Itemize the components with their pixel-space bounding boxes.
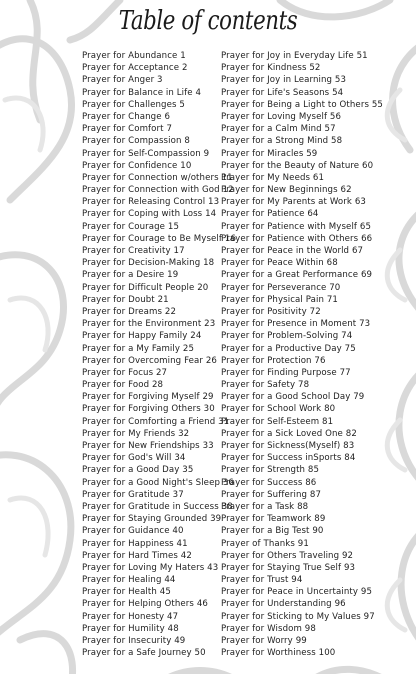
toc-entry: Prayer for Self-Compassion 9 (82, 148, 210, 159)
page-title: Table of contents (118, 6, 298, 36)
toc-entry: Prayer for Connection with God 12 (82, 185, 234, 196)
toc-entry: Prayer for Worthiness 100 (221, 648, 336, 659)
toc-entry: Prayer for Understanding 96 (221, 599, 346, 610)
toc-entry: Prayer for Insecurity 49 (82, 636, 186, 646)
toc-entry: Prayer for Joy in Learning 53 (221, 75, 347, 86)
toc-entry: Prayer for School Work 80 (221, 404, 336, 415)
toc-entry: Prayer for Releasing Control 13 (82, 197, 220, 208)
toc-entry: Prayer for a Good School Day 79 (221, 392, 365, 403)
toc-entry: Prayer for Trust 94 (221, 575, 303, 586)
toc-entry: Prayer for a Sick Loved One 82 (221, 428, 357, 439)
toc-entry: Prayer for a Calm Mind 57 (221, 124, 336, 135)
toc-entry: Prayer for Dreams 22 (82, 306, 177, 317)
toc-entry: Prayer for Loving My Haters 43 (82, 562, 219, 573)
toc-entry: Prayer for Courage 15 (82, 221, 180, 232)
toc-entry: Prayer for Helping Others 46 (82, 599, 208, 610)
toc-entry: Prayer for Success inSports 84 (221, 453, 356, 464)
toc-entry: Prayer for Decision-Making 18 (82, 258, 215, 269)
toc-entry: Prayer for Wisdom 98 (221, 623, 316, 634)
toc-entry: Prayer for Challenges 5 (82, 99, 185, 110)
toc-entry: Prayer for Abundance 1 (82, 51, 186, 61)
toc-entry: Prayer for Patience with Others 66 (221, 233, 373, 244)
toc-entry: Prayer for Focus 27 (82, 367, 168, 378)
toc-entry: Prayer for a Big Test 90 (221, 526, 324, 537)
toc-entry: Prayer for Kindness 52 (221, 63, 321, 74)
toc-entry: Prayer for Forgiving Others 30 (82, 404, 215, 415)
toc-entry: Prayer for My Needs 61 (221, 172, 325, 183)
toc-entry: Prayer for Peace in Uncertainty 95 (221, 587, 373, 598)
toc-entry: Prayer for a My Family 25 (82, 343, 195, 354)
toc-entry: Prayer for Strength 85 (221, 465, 320, 476)
toc-entry: Prayer for Peace in the World 67 (221, 246, 364, 256)
toc-entry: Prayer for Connection w/others 11 (82, 172, 233, 183)
toc-entry: Prayer for Gratitude in Success 38 (82, 501, 233, 512)
toc-entry: Prayer for Coping with Loss 14 (82, 209, 217, 220)
toc-entry: Prayer for Comforting a Friend 31 (82, 416, 230, 427)
toc-entry: Prayer for Food 28 (82, 380, 164, 391)
toc-entry: Prayer for a Task 88 (221, 501, 309, 512)
toc-entry: Prayer for Miracles 59 (221, 148, 318, 159)
toc-entry: Prayer for Creativity 17 (82, 246, 185, 256)
toc-entry: Prayer for Suffering 87 (221, 489, 322, 500)
toc-entry: Prayer for Change 6 (82, 111, 171, 122)
toc-entry: Prayer for New Friendships 33 (82, 441, 214, 451)
toc-entry: Prayer for the Environment 23 (82, 319, 216, 330)
toc-entry: Prayer for My Parents at Work 63 (221, 197, 366, 208)
toc-entry: Prayer for Problem-Solving 74 (221, 331, 353, 342)
toc-entry: Prayer for New Beginnings 62 (221, 185, 352, 196)
toc-entry: Prayer for a Productive Day 75 (221, 343, 356, 354)
toc-entry: Prayer for Safety 78 (221, 380, 310, 391)
toc-entry: Prayer for Balance in Life 4 (82, 87, 202, 98)
toc-entry: Prayer for a Good Day 35 (82, 465, 194, 476)
toc-entry: Prayer for Perseverance 70 (221, 282, 341, 293)
toc-entry: Prayer for Guidance 40 (82, 526, 184, 537)
toc-entry: Prayer for Difficult People 20 (82, 282, 209, 293)
toc-entry: Prayer of Thanks 91 (221, 538, 309, 549)
toc-entry: Prayer for Confidence 10 (82, 160, 192, 171)
toc-entry: Prayer for Sticking to My Values 97 (221, 611, 375, 622)
contents-list-left (82, 50, 237, 659)
toc-entry: Prayer for Life's Seasons 54 (221, 87, 344, 98)
toc-entry: Prayer for a Great Performance 69 (221, 270, 373, 281)
toc-entry: Prayer for Compassion 8 (82, 136, 190, 147)
toc-entry: Prayer for Worry 99 (221, 636, 307, 646)
toc-entry: Prayer for the Beauty of Nature 60 (221, 160, 374, 171)
toc-entry: Prayer for Protection 76 (221, 355, 326, 366)
toc-entry: Prayer for Loving Myself 56 (221, 111, 342, 122)
toc-entry: Prayer for a Good Night's Sleep 36 (82, 477, 234, 488)
toc-entry: Prayer for Success 86 (221, 477, 317, 488)
toc-entry: Prayer for Comfort 7 (82, 124, 173, 135)
toc-entry: Prayer for Anger 3 (82, 75, 163, 86)
toc-entry: Prayer for God's Will 34 (82, 453, 186, 464)
toc-entry: Prayer for Finding Purpose 77 (221, 367, 351, 378)
toc-entry: Prayer for My Friends 32 (82, 428, 190, 439)
toc-entry: Prayer for Being a Light to Others 55 (221, 99, 383, 110)
toc-entry: Prayer for Honesty 47 (82, 611, 179, 622)
toc-entry: Prayer for a Safe Journey 50 (82, 648, 206, 659)
toc-entry: Prayer for Patience 64 (221, 209, 319, 220)
toc-entry: Prayer for Peace Within 68 (221, 258, 338, 269)
toc-entry: Prayer for Self-Esteem 81 (221, 416, 334, 427)
toc-entry: Prayer for Forgiving Myself 29 (82, 392, 214, 403)
toc-entry: Prayer for Joy in Everyday Life 51 (221, 51, 368, 61)
toc-entry: Prayer for Health 45 (82, 587, 171, 598)
toc-entry: Prayer for Others Traveling 92 (221, 550, 354, 561)
toc-entry: Prayer for Teamwork 89 (221, 514, 326, 525)
toc-entry: Prayer for Courage to Be Myself 16 (82, 233, 237, 244)
toc-entry: Prayer for Doubt 21 (82, 294, 169, 305)
toc-entry: Prayer for Physical Pain 71 (221, 294, 338, 305)
toc-entry: Prayer for Humility 48 (82, 623, 179, 634)
toc-entry: Prayer for Gratitude 37 (82, 489, 184, 500)
toc-entry: Prayer for Sickness(Myself) 83 (221, 441, 355, 451)
toc-entry: Prayer for Healing 44 (82, 575, 176, 586)
toc-entry: Prayer for Presence in Moment 73 (221, 319, 371, 330)
toc-entry: Prayer for Happiness 41 (82, 538, 188, 549)
toc-entry: Prayer for Positivity 72 (221, 306, 321, 317)
toc-entry: Prayer for Acceptance 2 (82, 63, 188, 74)
toc-entry: Prayer for Overcoming Fear 26 (82, 355, 217, 366)
toc-entry: Prayer for a Strong Mind 58 (221, 136, 343, 147)
toc-entry: Prayer for Staying Grounded 39 (82, 514, 222, 525)
contents-list-right (221, 50, 381, 659)
toc-entry: Prayer for Patience with Myself 65 (221, 221, 372, 232)
toc-entry: Prayer for Hard Times 42 (82, 550, 192, 561)
toc-entry: Prayer for Staying True Self 93 (221, 562, 356, 573)
toc-entry: Prayer for Happy Family 24 (82, 331, 202, 342)
toc-entry: Prayer for a Desire 19 (82, 270, 179, 281)
